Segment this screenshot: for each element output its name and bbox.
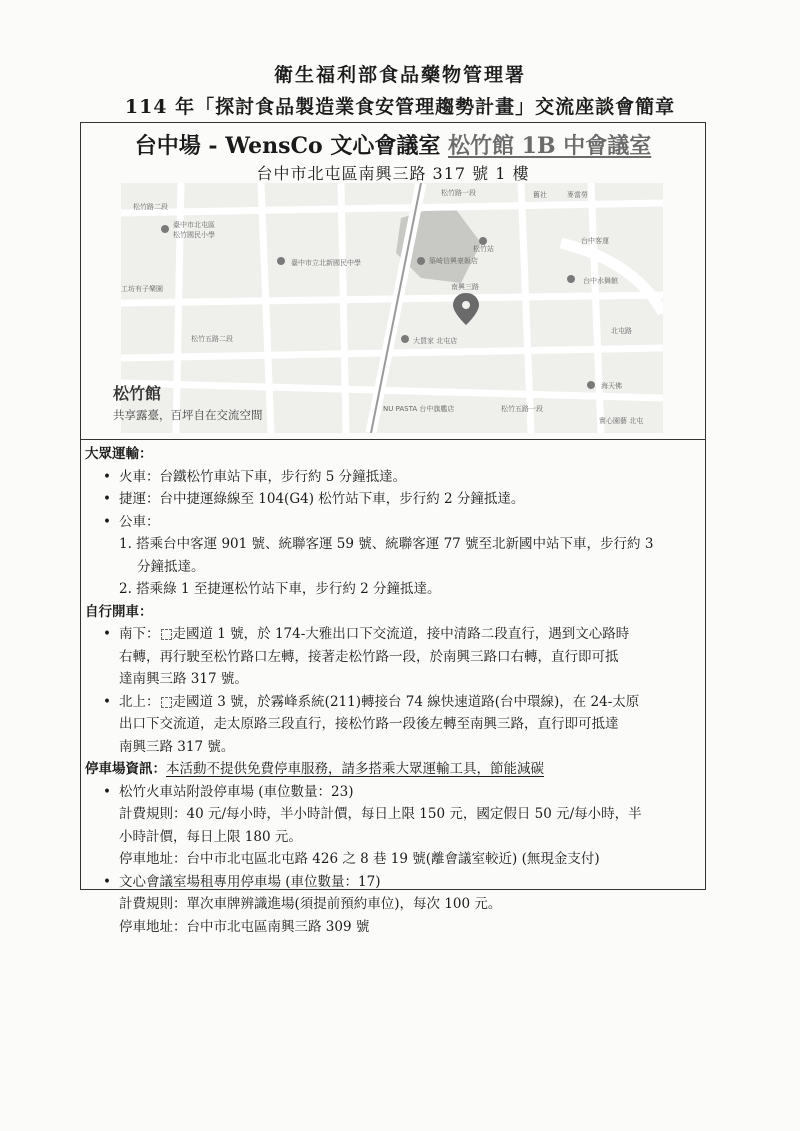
transport-train: • 火車：台鐵松竹車站下車，步行約 5 分鐘抵達。 xyxy=(103,468,407,485)
driving-north: • 北上： 走國道 3 號，於霧峰系統(211)轉接台 74 線快速道路(台中環線)，在 24-太原 出口下交流道，走太原路三段直行，接松竹路一段後左轉至南興三路，直行即可抵達 南興三路 317 號。 xyxy=(103,693,640,755)
map-label: NU PASTA 台中旗艦店 xyxy=(383,405,455,413)
map-label: 松竹五路二段 xyxy=(191,335,233,343)
poi-icon xyxy=(417,257,425,265)
map-label: 臺中市立北新國民中學 xyxy=(291,259,361,267)
map-label: 松竹國民小學 xyxy=(173,231,215,239)
transport-heading: 大眾運輸： xyxy=(85,446,153,462)
venue-address: 台中市北屯區南興三路 317 號 1 樓 xyxy=(256,164,530,183)
map-label: 大買家 北屯店 xyxy=(413,337,458,345)
section-divider xyxy=(81,439,705,440)
transport-mrt: • 捷運：台中捷運綠線至 104(G4) 松竹站下車，步行約 2 分鐘抵達。 xyxy=(103,491,525,507)
info-box xyxy=(80,122,706,935)
driving-south: • 南下： 走國道 1 號，於 174-大雅出口下交流道，接中清路二段直行，遇到文心路時 右轉，再行駛至松竹路口左轉，接著走松竹路一段，於南興三路口右轉，直行即可抵 達南興三路 317 號。 xyxy=(103,626,630,687)
parking-heading-line: 停車場資訊：本活動不提供免費停車服務，請多搭乘大眾運輸工具，節能減碳 xyxy=(85,761,544,777)
venue-title xyxy=(81,129,705,160)
map-label: 南興三路 xyxy=(451,283,479,291)
map-graphic xyxy=(121,183,663,433)
map-label: 松竹站 xyxy=(473,245,494,253)
map-label: 工坊有子樂園 xyxy=(121,285,163,293)
parking-lot-1: • 松竹火車站附設停車場 (車位數量：23) 計費規則：40 元/每小時，半小時計價，每日上限 150 元，國定假日 50 元/每小時，半 小時計價，每日上限 180 元。 停車地址：台中市北屯區北屯路 426 之 8 巷 19 號(離會議室較近) (無現金支付) xyxy=(103,783,642,867)
parking-lot-2: • 文心會議室場租專用停車場 (車位數量：17) 計費規則：單次車牌辨識進場(須提前預約車位)，每次 100 元。 停車地址：台中市北屯區南興三路 309 號 xyxy=(103,873,502,935)
map-label: 台中水舞館 xyxy=(583,277,618,285)
map-label: 築崎信興豪飯店 xyxy=(429,257,478,265)
map-label: 松竹路二段 xyxy=(133,203,168,211)
route-icon xyxy=(161,629,172,640)
map-label: 台中客運 xyxy=(581,237,609,245)
poi-icon xyxy=(161,225,169,233)
org-title: 衛生福利部食品藥物管理署 xyxy=(273,64,526,86)
bus-option-2: 2. 搭乘綠 1 至捷運松竹站下車，步行約 2 分鐘抵達。 xyxy=(119,581,441,597)
location-map xyxy=(121,183,663,433)
route-icon xyxy=(161,697,172,708)
map-label: 麥當勞 xyxy=(567,191,588,199)
map-label: 松竹路一段 xyxy=(441,189,476,197)
bus-option-1: 1. 搭乘台中客運 901 號、統聯客運 59 號、統聯客運 77 號至北新國中站下車，步行約 3 分鐘抵達。 xyxy=(119,536,654,575)
map-venue-name: 松竹館 xyxy=(113,384,162,403)
poi-icon xyxy=(479,237,487,245)
map-venue-tagline: 共享露臺，百坪自在交流空間 xyxy=(113,408,263,422)
poi-icon xyxy=(401,335,409,343)
map-label: 實心園藝 北屯 xyxy=(599,417,644,425)
venue-room: 松竹館 1B 中會議室 xyxy=(448,133,652,159)
driving-heading: 自行開車： xyxy=(85,603,153,620)
transport-bus: • 公車： xyxy=(103,513,160,530)
map-label: 舊社 xyxy=(533,191,547,199)
event-title: 114 年「探討食品製造業食安管理趨勢計畫」交流座談會簡章 xyxy=(124,96,676,118)
map-label: 松竹五路一段 xyxy=(501,405,543,413)
map-label: 海天佛 xyxy=(601,382,622,390)
parking-notice: 本活動不提供免費停車服務，請多搭乘大眾運輸工具，節能減碳 xyxy=(166,761,544,777)
venue-name: 台中場 - WensCo 文心會議室 xyxy=(134,133,448,159)
info-body xyxy=(85,443,699,938)
poi-icon xyxy=(587,381,595,389)
map-label: 臺中市北屯區 xyxy=(173,221,215,229)
poi-icon xyxy=(567,275,575,283)
poi-icon xyxy=(277,257,285,265)
map-label: 北屯路 xyxy=(611,327,632,335)
